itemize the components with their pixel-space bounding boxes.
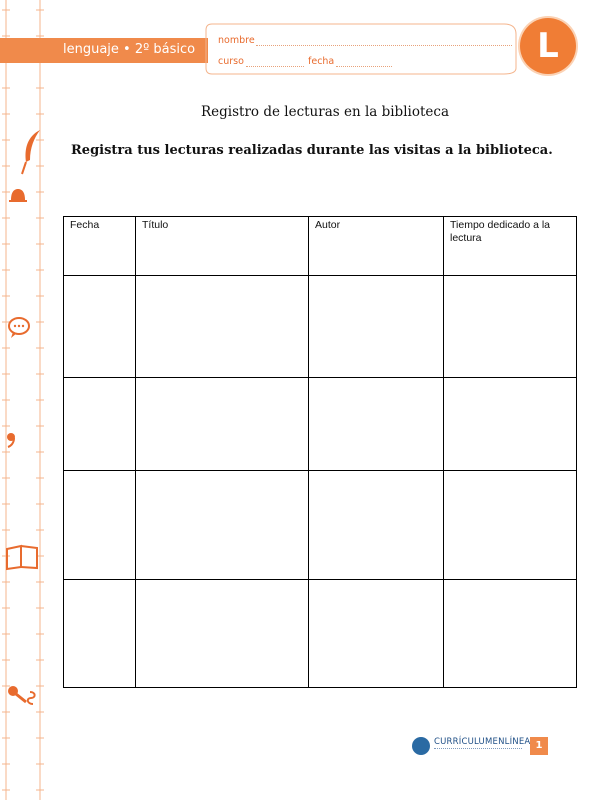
brand-arrow-icon — [412, 737, 430, 755]
side-ruler — [0, 0, 44, 800]
cell-titulo[interactable] — [136, 580, 309, 688]
curriculum-en-linea-logo — [412, 735, 531, 757]
open-book-icon — [5, 543, 39, 571]
subject-label: lenguaje • 2º básico — [63, 42, 196, 57]
curso-field[interactable] — [246, 66, 304, 67]
table-row — [64, 580, 577, 688]
speech-bubble-icon — [7, 316, 31, 340]
nombre-field[interactable] — [256, 45, 512, 46]
cell-autor[interactable] — [309, 276, 444, 378]
column-header-fecha: Fecha — [64, 217, 136, 276]
cell-titulo[interactable] — [136, 276, 309, 378]
cell-autor[interactable] — [309, 378, 444, 471]
table-row — [64, 276, 577, 378]
curso-label: curso — [218, 56, 244, 67]
comma-icon — [5, 432, 17, 448]
cell-fecha[interactable] — [64, 276, 136, 378]
page-number: 1 — [530, 737, 548, 755]
column-header-tiempo: Tiempo dedicado a la lectura — [444, 217, 577, 276]
logo-letter: L — [537, 26, 559, 66]
subject-band — [0, 38, 208, 63]
document-title: Registro de lecturas en la biblioteca — [201, 104, 449, 120]
cell-autor[interactable] — [309, 580, 444, 688]
fecha-field[interactable] — [336, 66, 392, 67]
nombre-label: nombre — [218, 35, 255, 46]
table-header-row — [64, 217, 577, 276]
column-header-titulo: Título — [136, 217, 309, 276]
cell-autor[interactable] — [309, 471, 444, 580]
cell-fecha[interactable] — [64, 580, 136, 688]
cell-tiempo[interactable] — [444, 378, 577, 471]
column-header-autor: Autor — [309, 217, 444, 276]
cell-tiempo[interactable] — [444, 276, 577, 378]
table-row — [64, 471, 577, 580]
microphone-icon — [6, 684, 40, 706]
info-box-frame — [204, 22, 544, 76]
bell-icon — [8, 186, 28, 204]
student-info-box — [204, 22, 544, 76]
lenguaje-logo — [520, 18, 576, 74]
fecha-label: fecha — [308, 56, 335, 67]
instruction-text: Registra tus lecturas realizadas durante las visitas a la biblioteca. — [71, 143, 553, 158]
cell-tiempo[interactable] — [444, 471, 577, 580]
reading-log-table — [63, 216, 577, 688]
ruler-ticks — [0, 0, 44, 800]
cell-titulo[interactable] — [136, 471, 309, 580]
cell-titulo[interactable] — [136, 378, 309, 471]
cell-fecha[interactable] — [64, 471, 136, 580]
cell-fecha[interactable] — [64, 378, 136, 471]
brand-tagline-rule — [434, 748, 522, 751]
table-row — [64, 378, 577, 471]
feather-pen-icon — [18, 128, 44, 176]
brand-name: CURRÍCULUMENLÍNEA — [434, 737, 531, 747]
cell-tiempo[interactable] — [444, 580, 577, 688]
